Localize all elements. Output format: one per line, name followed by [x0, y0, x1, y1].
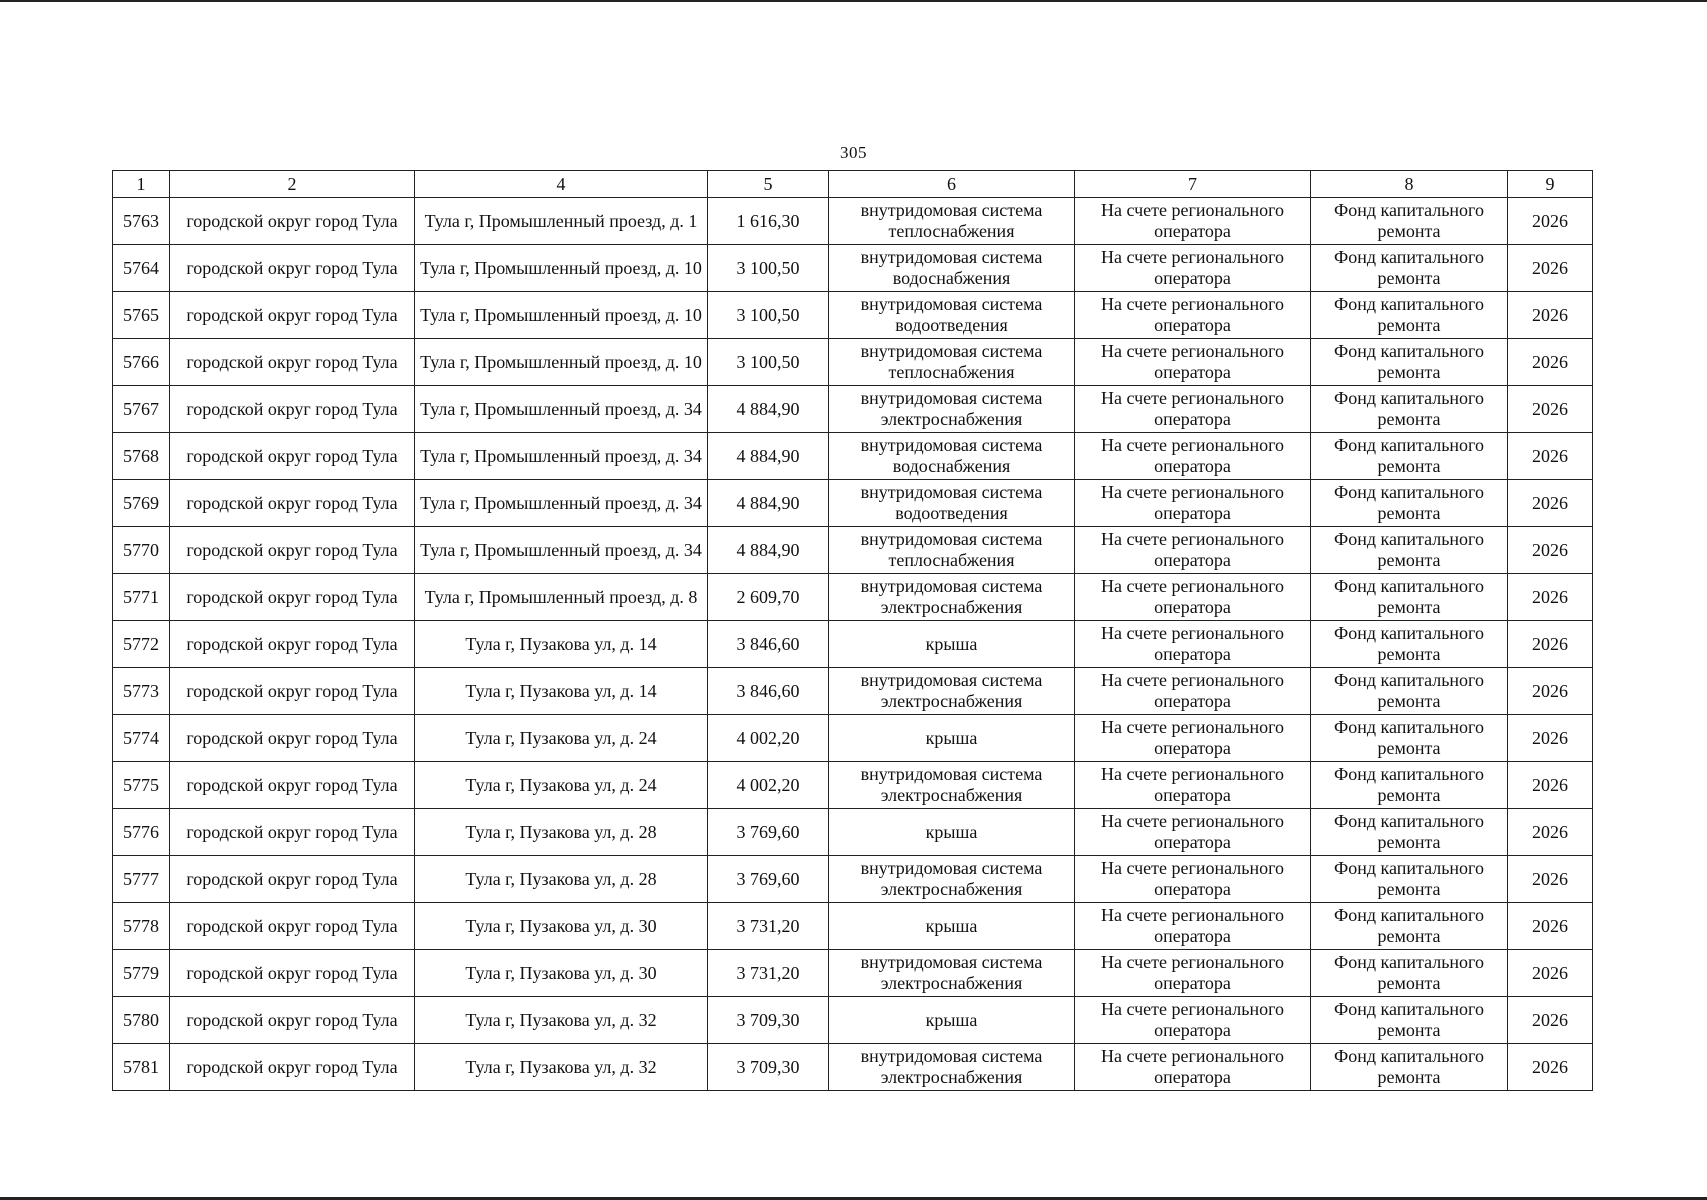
area-cell: 3 100,50	[708, 292, 829, 339]
address-cell: Тула г, Промышленный проезд, д. 10	[415, 245, 708, 292]
row-number-cell: 5774	[113, 715, 170, 762]
municipality-cell: городской округ город Тула	[170, 621, 415, 668]
capital-repair-table	[112, 170, 1593, 1091]
table-row	[113, 574, 1593, 621]
table-row	[113, 339, 1593, 386]
area-cell: 3 731,20	[708, 950, 829, 997]
area-cell: 4 884,90	[708, 386, 829, 433]
work-type-cell: крыша	[829, 809, 1075, 856]
work-type-cell: внутридомовая система теплоснабжения	[829, 198, 1075, 245]
table-row	[113, 856, 1593, 903]
year-cell: 2026	[1508, 339, 1593, 386]
account-type-cell: На счете регионального оператора	[1075, 198, 1311, 245]
table-row	[113, 715, 1593, 762]
table-row	[113, 668, 1593, 715]
row-number-cell: 5777	[113, 856, 170, 903]
table-row	[113, 1044, 1593, 1091]
area-cell: 4 002,20	[708, 715, 829, 762]
address-cell: Тула г, Пузакова ул, д. 14	[415, 668, 708, 715]
area-cell: 3 100,50	[708, 339, 829, 386]
area-cell: 4 884,90	[708, 433, 829, 480]
year-cell: 2026	[1508, 762, 1593, 809]
table-row	[113, 809, 1593, 856]
account-type-cell: На счете регионального оператора	[1075, 574, 1311, 621]
year-cell: 2026	[1508, 292, 1593, 339]
address-cell: Тула г, Промышленный проезд, д. 8	[415, 574, 708, 621]
year-cell: 2026	[1508, 198, 1593, 245]
funding-source-cell: Фонд капитального ремонта	[1311, 762, 1508, 809]
work-type-cell: внутридомовая система водоснабжения	[829, 433, 1075, 480]
municipality-cell: городской округ город Тула	[170, 809, 415, 856]
municipality-cell: городской округ город Тула	[170, 245, 415, 292]
municipality-cell: городской округ город Тула	[170, 950, 415, 997]
year-cell: 2026	[1508, 1044, 1593, 1091]
year-cell: 2026	[1508, 386, 1593, 433]
funding-source-cell: Фонд капитального ремонта	[1311, 574, 1508, 621]
row-number-cell: 5772	[113, 621, 170, 668]
work-type-cell: внутридомовая система водоснабжения	[829, 245, 1075, 292]
account-type-cell: На счете регионального оператора	[1075, 1044, 1311, 1091]
account-type-cell: На счете регионального оператора	[1075, 903, 1311, 950]
municipality-cell: городской округ город Тула	[170, 527, 415, 574]
table-row	[113, 527, 1593, 574]
column-header: 1	[113, 171, 170, 198]
funding-source-cell: Фонд капитального ремонта	[1311, 903, 1508, 950]
funding-source-cell: Фонд капитального ремонта	[1311, 339, 1508, 386]
year-cell: 2026	[1508, 574, 1593, 621]
row-number-cell: 5763	[113, 198, 170, 245]
year-cell: 2026	[1508, 809, 1593, 856]
work-type-cell: крыша	[829, 621, 1075, 668]
row-number-cell: 5771	[113, 574, 170, 621]
address-cell: Тула г, Пузакова ул, д. 32	[415, 997, 708, 1044]
work-type-cell: внутридомовая система электроснабжения	[829, 762, 1075, 809]
row-number-cell: 5765	[113, 292, 170, 339]
account-type-cell: На счете регионального оператора	[1075, 292, 1311, 339]
table-row	[113, 198, 1593, 245]
top-border-line	[0, 0, 1707, 2]
funding-source-cell: Фонд капитального ремонта	[1311, 1044, 1508, 1091]
account-type-cell: На счете регионального оператора	[1075, 339, 1311, 386]
work-type-cell: внутридомовая система электроснабжения	[829, 574, 1075, 621]
account-type-cell: На счете регионального оператора	[1075, 809, 1311, 856]
address-cell: Тула г, Пузакова ул, д. 30	[415, 950, 708, 997]
year-cell: 2026	[1508, 245, 1593, 292]
year-cell: 2026	[1508, 715, 1593, 762]
row-number-cell: 5766	[113, 339, 170, 386]
row-number-cell: 5776	[113, 809, 170, 856]
area-cell: 3 100,50	[708, 245, 829, 292]
year-cell: 2026	[1508, 856, 1593, 903]
row-number-cell: 5768	[113, 433, 170, 480]
funding-source-cell: Фонд капитального ремонта	[1311, 668, 1508, 715]
account-type-cell: На счете регионального оператора	[1075, 245, 1311, 292]
table-row	[113, 621, 1593, 668]
work-type-cell: крыша	[829, 997, 1075, 1044]
address-cell: Тула г, Пузакова ул, д. 24	[415, 715, 708, 762]
row-number-cell: 5780	[113, 997, 170, 1044]
account-type-cell: На счете регионального оператора	[1075, 527, 1311, 574]
municipality-cell: городской округ город Тула	[170, 198, 415, 245]
column-header: 4	[415, 171, 708, 198]
address-cell: Тула г, Промышленный проезд, д. 10	[415, 292, 708, 339]
column-header: 7	[1075, 171, 1311, 198]
year-cell: 2026	[1508, 668, 1593, 715]
funding-source-cell: Фонд капитального ремонта	[1311, 997, 1508, 1044]
row-number-cell: 5770	[113, 527, 170, 574]
column-header: 5	[708, 171, 829, 198]
funding-source-cell: Фонд капитального ремонта	[1311, 527, 1508, 574]
column-header: 2	[170, 171, 415, 198]
funding-source-cell: Фонд капитального ремонта	[1311, 809, 1508, 856]
column-header: 6	[829, 171, 1075, 198]
municipality-cell: городской округ город Тула	[170, 1044, 415, 1091]
municipality-cell: городской округ город Тула	[170, 856, 415, 903]
municipality-cell: городской округ город Тула	[170, 339, 415, 386]
account-type-cell: На счете регионального оператора	[1075, 856, 1311, 903]
municipality-cell: городской округ город Тула	[170, 997, 415, 1044]
account-type-cell: На счете регионального оператора	[1075, 433, 1311, 480]
work-type-cell: внутридомовая система теплоснабжения	[829, 527, 1075, 574]
municipality-cell: городской округ город Тула	[170, 292, 415, 339]
address-cell: Тула г, Промышленный проезд, д. 10	[415, 339, 708, 386]
table-row	[113, 480, 1593, 527]
funding-source-cell: Фонд капитального ремонта	[1311, 856, 1508, 903]
table-row	[113, 386, 1593, 433]
year-cell: 2026	[1508, 997, 1593, 1044]
account-type-cell: На счете регионального оператора	[1075, 950, 1311, 997]
address-cell: Тула г, Промышленный проезд, д. 1	[415, 198, 708, 245]
row-number-cell: 5775	[113, 762, 170, 809]
funding-source-cell: Фонд капитального ремонта	[1311, 292, 1508, 339]
area-cell: 2 609,70	[708, 574, 829, 621]
funding-source-cell: Фонд капитального ремонта	[1311, 950, 1508, 997]
address-cell: Тула г, Пузакова ул, д. 30	[415, 903, 708, 950]
address-cell: Тула г, Пузакова ул, д. 28	[415, 809, 708, 856]
row-number-cell: 5769	[113, 480, 170, 527]
address-cell: Тула г, Пузакова ул, д. 24	[415, 762, 708, 809]
row-number-cell: 5779	[113, 950, 170, 997]
year-cell: 2026	[1508, 903, 1593, 950]
address-cell: Тула г, Промышленный проезд, д. 34	[415, 527, 708, 574]
area-cell: 3 769,60	[708, 809, 829, 856]
row-number-cell: 5778	[113, 903, 170, 950]
table-row	[113, 762, 1593, 809]
year-cell: 2026	[1508, 621, 1593, 668]
area-cell: 3 846,60	[708, 668, 829, 715]
address-cell: Тула г, Пузакова ул, д. 32	[415, 1044, 708, 1091]
municipality-cell: городской округ город Тула	[170, 433, 415, 480]
account-type-cell: На счете регионального оператора	[1075, 480, 1311, 527]
funding-source-cell: Фонд капитального ремонта	[1311, 433, 1508, 480]
page-number: 305	[840, 143, 867, 162]
work-type-cell: внутридомовая система электроснабжения	[829, 950, 1075, 997]
funding-source-cell: Фонд капитального ремонта	[1311, 198, 1508, 245]
municipality-cell: городской округ город Тула	[170, 668, 415, 715]
table-row	[113, 950, 1593, 997]
account-type-cell: На счете регионального оператора	[1075, 715, 1311, 762]
account-type-cell: На счете регионального оператора	[1075, 762, 1311, 809]
row-number-cell: 5764	[113, 245, 170, 292]
table-row	[113, 997, 1593, 1044]
address-cell: Тула г, Пузакова ул, д. 14	[415, 621, 708, 668]
area-cell: 1 616,30	[708, 198, 829, 245]
work-type-cell: внутридомовая система электроснабжения	[829, 1044, 1075, 1091]
row-number-cell: 5781	[113, 1044, 170, 1091]
municipality-cell: городской округ город Тула	[170, 715, 415, 762]
work-type-cell: внутридомовая система водоотведения	[829, 292, 1075, 339]
column-number-row	[113, 171, 1593, 198]
year-cell: 2026	[1508, 527, 1593, 574]
funding-source-cell: Фонд капитального ремонта	[1311, 245, 1508, 292]
funding-source-cell: Фонд капитального ремонта	[1311, 621, 1508, 668]
year-cell: 2026	[1508, 433, 1593, 480]
municipality-cell: городской округ город Тула	[170, 386, 415, 433]
area-cell: 3 709,30	[708, 997, 829, 1044]
account-type-cell: На счете регионального оператора	[1075, 621, 1311, 668]
address-cell: Тула г, Промышленный проезд, д. 34	[415, 480, 708, 527]
table-row	[113, 292, 1593, 339]
funding-source-cell: Фонд капитального ремонта	[1311, 386, 1508, 433]
area-cell: 4 884,90	[708, 480, 829, 527]
work-type-cell: внутридомовая система электроснабжения	[829, 386, 1075, 433]
table-row	[113, 903, 1593, 950]
account-type-cell: На счете регионального оператора	[1075, 386, 1311, 433]
area-cell: 3 709,30	[708, 1044, 829, 1091]
work-type-cell: крыша	[829, 903, 1075, 950]
year-cell: 2026	[1508, 950, 1593, 997]
address-cell: Тула г, Промышленный проезд, д. 34	[415, 386, 708, 433]
address-cell: Тула г, Промышленный проезд, д. 34	[415, 433, 708, 480]
work-type-cell: внутридомовая система водоотведения	[829, 480, 1075, 527]
column-header: 8	[1311, 171, 1508, 198]
area-cell: 4 884,90	[708, 527, 829, 574]
funding-source-cell: Фонд капитального ремонта	[1311, 480, 1508, 527]
area-cell: 4 002,20	[708, 762, 829, 809]
column-header: 9	[1508, 171, 1593, 198]
row-number-cell: 5773	[113, 668, 170, 715]
municipality-cell: городской округ город Тула	[170, 762, 415, 809]
table-row	[113, 433, 1593, 480]
municipality-cell: городской округ город Тула	[170, 574, 415, 621]
area-cell: 3 846,60	[708, 621, 829, 668]
municipality-cell: городской округ город Тула	[170, 903, 415, 950]
funding-source-cell: Фонд капитального ремонта	[1311, 715, 1508, 762]
work-type-cell: внутридомовая система электроснабжения	[829, 668, 1075, 715]
work-type-cell: внутридомовая система теплоснабжения	[829, 339, 1075, 386]
table-row	[113, 245, 1593, 292]
area-cell: 3 769,60	[708, 856, 829, 903]
year-cell: 2026	[1508, 480, 1593, 527]
address-cell: Тула г, Пузакова ул, д. 28	[415, 856, 708, 903]
municipality-cell: городской округ город Тула	[170, 480, 415, 527]
work-type-cell: крыша	[829, 715, 1075, 762]
area-cell: 3 731,20	[708, 903, 829, 950]
account-type-cell: На счете регионального оператора	[1075, 668, 1311, 715]
account-type-cell: На счете регионального оператора	[1075, 997, 1311, 1044]
work-type-cell: внутридомовая система электроснабжения	[829, 856, 1075, 903]
row-number-cell: 5767	[113, 386, 170, 433]
